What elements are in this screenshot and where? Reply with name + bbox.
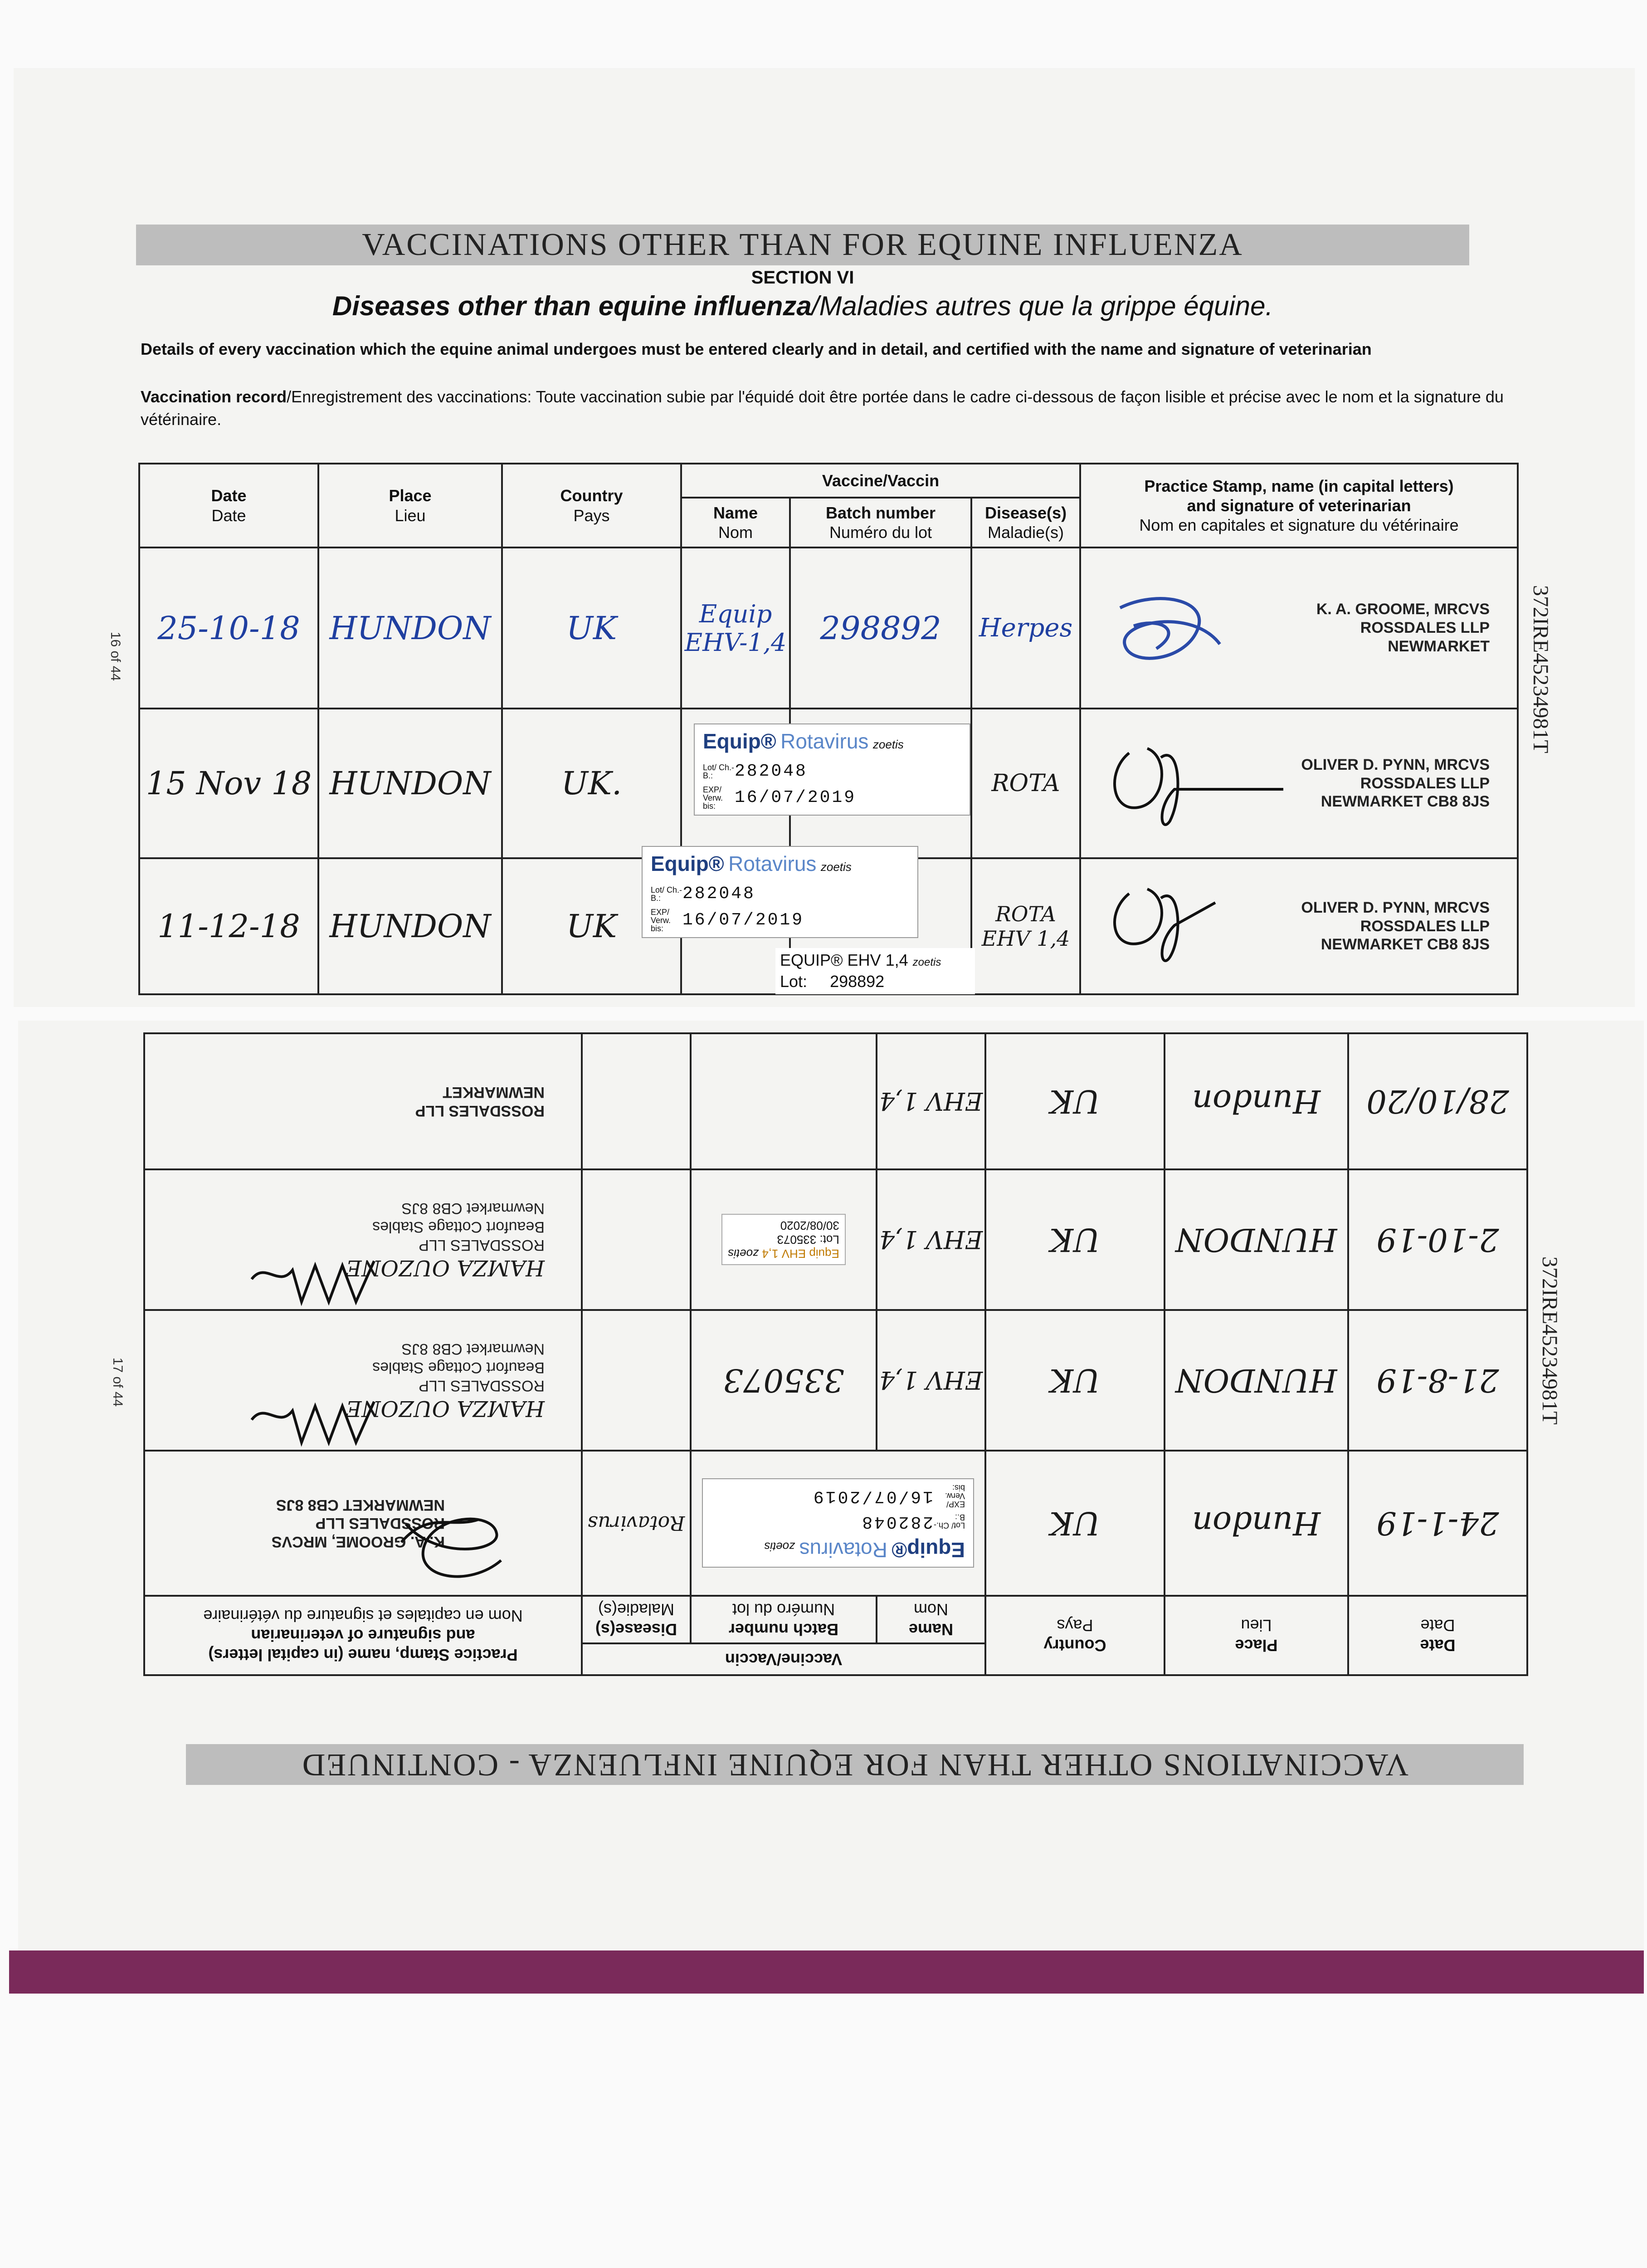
cell-disease: Herpes bbox=[971, 547, 1080, 709]
cell-batch: 298892 bbox=[790, 547, 971, 709]
header-batch: Batch number Numéro du lot bbox=[790, 498, 971, 547]
cell-place: HUNDON bbox=[318, 547, 502, 709]
cell-vaccine-name: EHV 1,4 bbox=[877, 1033, 985, 1169]
cell-place: Hundon bbox=[1165, 1033, 1348, 1169]
title-fr: /Maladies autres que la grippe équine. bbox=[811, 291, 1273, 321]
section-title bbox=[136, 290, 1469, 322]
instructions-en: Details of every vaccination which the equine animal undergoes must be entered clearly and in detail, and certified with the name and signature of veterinarian bbox=[141, 340, 1372, 358]
title-en: Diseases other than equine influenza bbox=[332, 291, 812, 321]
instructions-fr bbox=[141, 386, 1510, 431]
header-batch: Batch number Numéro du lot bbox=[691, 1596, 877, 1643]
cell-vaccine-label bbox=[691, 1169, 877, 1310]
cell-place: HUNDON bbox=[1165, 1169, 1348, 1310]
cell-stamp: OLIVER D. PYNN, MRCVS ROSSDALES LLP NEWMARKET CB8 8JS bbox=[1080, 709, 1518, 858]
cell-disease bbox=[582, 1169, 691, 1310]
cell-disease: ROTA bbox=[971, 709, 1080, 858]
header-country: Country Pays bbox=[502, 464, 681, 547]
horse-id-code: 372IRE45234981T bbox=[1538, 1256, 1562, 1425]
signature bbox=[1102, 875, 1292, 966]
cell-disease bbox=[582, 1033, 691, 1169]
cell-country: UK. bbox=[502, 709, 681, 858]
section-number: SECTION VI bbox=[751, 268, 854, 288]
signature bbox=[247, 1383, 383, 1456]
cell-disease bbox=[582, 1310, 691, 1451]
cell-vaccine-name: EHV 1,4 bbox=[877, 1169, 985, 1310]
cell-batch: 335073 bbox=[691, 1310, 877, 1451]
header-vaccine: Vaccine/Vaccin bbox=[582, 1643, 985, 1675]
cell-vaccine-label bbox=[691, 1451, 985, 1596]
header-date: Date Date bbox=[139, 464, 318, 547]
cell-date: 2-10-19 bbox=[1348, 1169, 1527, 1310]
table-row bbox=[144, 1033, 1527, 1169]
cell-date: 25-10-18 bbox=[139, 547, 318, 709]
cell-date: 21-8-19 bbox=[1348, 1310, 1527, 1451]
top-page bbox=[14, 68, 1635, 1007]
rotated-page-content bbox=[18, 1021, 1644, 1978]
instructions-fr-label: Vaccination record bbox=[141, 387, 287, 406]
cell-batch bbox=[691, 1033, 877, 1169]
cell-stamp: K. A. GROOME, MRCVS ROSSDALES LLP NEWMARKET bbox=[1080, 547, 1518, 709]
signature bbox=[383, 1497, 519, 1597]
table-row bbox=[144, 1451, 1527, 1596]
signature bbox=[1102, 730, 1292, 830]
header-disease: Disease(s) Maladie(s) bbox=[971, 498, 1080, 547]
signature bbox=[247, 1243, 383, 1315]
cell-country: UK bbox=[985, 1033, 1165, 1169]
cell-place: HUNDON bbox=[318, 709, 502, 858]
vaccination-table bbox=[143, 1032, 1528, 1676]
vaccine-label: Equip® Rotavirus zoetis Lot/ Ch.-B.:282048 EXP/ Verw. bis:16/07/2019 bbox=[702, 1479, 974, 1568]
vaccine-label: Equip® Rotavirus zoetis Lot/ Ch.-B.: 282048 EXP/ Verw. bis: 16/07/2019 bbox=[694, 723, 970, 816]
header-place: Place Lieu bbox=[1165, 1596, 1348, 1675]
horse-id-code: 372IRE45234981T bbox=[1529, 585, 1553, 753]
cell-disease: Rotavirus bbox=[582, 1451, 691, 1596]
page-number: 16 of 44 bbox=[108, 631, 123, 681]
vaccine-label: Equip EHV 1,4 zoetis Lot: 335073 30/08/2020 bbox=[721, 1214, 846, 1266]
header-stamp: Practice Stamp, name (in capital letters) and signature of veterinarian Nom en capitales et signature du vétérinaire bbox=[1080, 464, 1518, 547]
cell-country: UK bbox=[985, 1451, 1165, 1596]
passport-cover-edge bbox=[9, 1950, 1644, 1994]
cell-stamp: OLIVER D. PYNN, MRCVS ROSSDALES LLP NEWMARKET CB8 8JS bbox=[1080, 858, 1518, 994]
cell-country: UK bbox=[985, 1310, 1165, 1451]
vaccine-label: Equip® Rotavirus zoetis Lot/ Ch.-B.: 282048 EXP/ Verw. bis: 16/07/2019 bbox=[642, 846, 918, 938]
cell-date: 11-12-18 bbox=[139, 858, 318, 994]
cell-stamp: HAMZA OUZONE ROSSDALES LLP Beaufort Cottage Stables Newmarket CB8 8JS bbox=[144, 1169, 582, 1310]
header-place: Place Lieu bbox=[318, 464, 502, 547]
section-banner: VACCINATIONS OTHER THAN FOR EQUINE INFLUENZA - CONTINUED bbox=[186, 1744, 1524, 1785]
header-date: Date Date bbox=[1348, 1596, 1527, 1675]
cell-place: Hundon bbox=[1165, 1451, 1348, 1596]
cell-country: UK bbox=[502, 547, 681, 709]
header-country: Country Pays bbox=[985, 1596, 1165, 1675]
header-disease: Disease(s) Maladie(s) bbox=[582, 1596, 691, 1643]
header-vaccine: Vaccine/Vaccin bbox=[681, 464, 1080, 498]
cell-date: 15 Nov 18 bbox=[139, 709, 318, 858]
bottom-page bbox=[18, 1021, 1644, 1978]
header-name: Name Nom bbox=[877, 1596, 985, 1643]
cell-stamp: HAMZA OUZONE ROSSDALES LLP Beaufort Cottage Stables Newmarket CB8 8JS bbox=[144, 1310, 582, 1451]
table-row bbox=[139, 547, 1518, 709]
cell-stamp: K. A. GROOME, MRCVS ROSSDALES LLP NEWMARKET CB8 8JS bbox=[144, 1451, 582, 1596]
page-number: 17 of 44 bbox=[110, 1357, 126, 1407]
cell-date: 28/10/20 bbox=[1348, 1033, 1527, 1169]
header-name: Name Nom bbox=[681, 498, 790, 547]
cell-place: HUNDON bbox=[1165, 1310, 1348, 1451]
ehv-label: EQUIP® EHV 1,4 zoetis Lot: 298892 bbox=[775, 948, 975, 994]
cell-disease: ROTA EHV 1,4 bbox=[971, 858, 1080, 994]
cell-vaccine-name: Equip EHV-1,4 bbox=[681, 547, 790, 709]
cell-date: 24-1-19 bbox=[1348, 1451, 1527, 1596]
cell-country: UK bbox=[985, 1169, 1165, 1310]
cell-vaccine-name: EHV 1,4 bbox=[877, 1310, 985, 1451]
cell-stamp: ROSSDALES LLP NEWMARKET bbox=[144, 1033, 582, 1169]
instructions-fr-text: /Enregistrement des vaccinations: Toute vaccination subie par l'équidé doit être portée dans le cadre ci-dessous de façon lisible et précise avec le nom et la signature du vétérinaire. bbox=[141, 387, 1504, 429]
cell-place: HUNDON bbox=[318, 858, 502, 994]
signature bbox=[1102, 581, 1229, 680]
cell-country: UK bbox=[502, 858, 681, 994]
header-stamp: Practice Stamp, name (in capital letters) and signature of veterinarian Nom en capitales et signature du vétérinaire bbox=[144, 1596, 582, 1675]
section-banner: VACCINATIONS OTHER THAN FOR EQUINE INFLUENZA bbox=[136, 225, 1469, 265]
